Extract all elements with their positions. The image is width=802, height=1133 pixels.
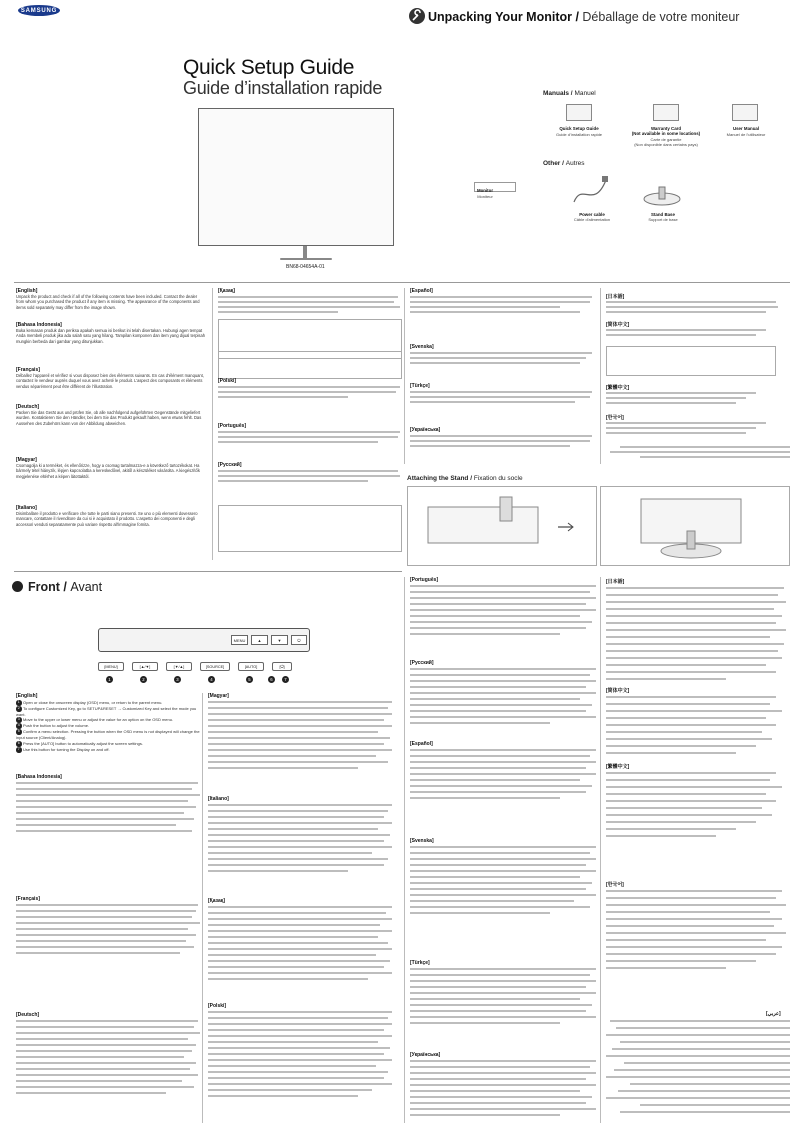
- lang-italian-text: Disimballare il prodotto e verificare che tutte le parti siano presenti. Se uno o più elementi dovessero mancare, contattare il rivenditore da cui si è acquistato il prodotto. L’aspetto dei componenti e degli accessori venduti separatamente può variare rispetto all’immagine fornita.: [16, 511, 198, 527]
- other-heading: Other / Autres: [543, 160, 585, 167]
- lang-simplified-chinese: [简体中文]: [606, 322, 630, 328]
- column-rule: [404, 577, 405, 1123]
- lang-indonesian-text: Buka kemasan produk dan periksa apakah semua isi berikut ini telah disertakan. Hubungi agen tempat Anda membeli produk jika ada salah satu yang hilang. Tampilan komponen dan item yang dijual terpisah mungkin berbeda dari gambar yang ditunjukkan.: [16, 328, 206, 344]
- warranty-card-note: (Not available in some locations): [631, 131, 701, 136]
- steps-italian: [Italiano]: [208, 796, 229, 802]
- steps-german: [Deutsch]: [16, 1012, 40, 1018]
- lang-portuguese: [Português]: [218, 423, 247, 429]
- column-rule: [600, 288, 601, 464]
- front-panel-illustration: [98, 628, 310, 652]
- stand-base-title: Stand Base: [651, 212, 675, 217]
- lang-indonesian: [Bahasa Indonesia]: [16, 322, 62, 328]
- panel-key-down: ▼: [271, 635, 288, 645]
- quick-setup-guide-sub: Guide d’installation rapide: [555, 132, 603, 137]
- lang-hungarian-text: Csomagolja ki a terméket, és ellenőrizze, hogy a csomag tartalmazza-e a következő tartozékokat. Ha bármely tétel hiányzik, lépjen kapcsolatba a kereskedővel, akitől a készüléket vásárolta. A kiegészítők megjelenése eltérhet a képen látottaktól.: [16, 463, 200, 479]
- front-section-icon: [12, 581, 23, 592]
- front-button-source: [SOURCE]: [200, 662, 230, 671]
- russian-notice-box: [218, 505, 402, 552]
- lang-english-text: Unpack the product and check if all of the following contents have been included. Contact the dealer from whom you purchased the product if any item is missing. The appearance of the components and items sold separately may differ from the image shown.: [16, 294, 200, 310]
- warranty-card-title: Warranty Card: [650, 126, 682, 131]
- callout-6: 6: [268, 676, 275, 683]
- callout-2: 2: [140, 676, 147, 683]
- lang-traditional-chinese: [繁體中文]: [606, 385, 630, 391]
- page-subtitle: Guide d’installation rapide: [183, 78, 383, 98]
- lang-german-text: Packen Sie das Gerät aus und prüfen Sie, ob alle nachfolgend aufgeführten Gegenstände mitgeliefert wurden. Kontaktieren Sie den Händler, bei dem Sie das Produkt gekauft haben, wenn etwas fehlt. Das Aussehen des Zubehörs kann von der Abbildung abweichen.: [16, 410, 202, 426]
- quick-setup-guide-title: Quick Setup Guide: [559, 126, 599, 131]
- kazakh-note-box: [218, 351, 402, 379]
- power-cable-image: [570, 172, 610, 217]
- front-button-auto: [AUTO]: [238, 662, 264, 671]
- lang-ukrainian: [Українська]: [410, 427, 441, 433]
- steps-kazakh: [Қазақ]: [208, 898, 225, 904]
- page-title: Quick Setup Guide: [183, 56, 355, 79]
- steps-hungarian: [Magyar]: [208, 693, 229, 699]
- column-rule: [202, 693, 203, 1123]
- stand-step-1-image: [407, 486, 597, 566]
- samsung-logo: SAMSUNG: [18, 5, 60, 16]
- steps-japanese: [日本語]: [606, 579, 625, 585]
- panel-key-up: ▲: [251, 635, 268, 645]
- warranty-card-sub: Carte de garantie: [650, 137, 682, 142]
- step-english-7: 7 Use this button for turning the Display on and off.: [17, 747, 110, 752]
- steps-arabic: [عربي]: [766, 1011, 781, 1017]
- callout-5: 5: [246, 676, 253, 683]
- front-button-up: [▲/▼]: [132, 662, 158, 671]
- steps-ukrainian: [Українська]: [410, 1052, 441, 1058]
- manuals-heading: Manuals / Manuel: [543, 90, 596, 97]
- front-button-power: [⏻]: [272, 662, 292, 671]
- step-english-4: 4 Push the button to adjust the volume.: [17, 723, 90, 728]
- monitor-label: Monitor: [476, 188, 494, 193]
- step-english-6: 6 Press the [AUTO] button to automatically adjust the screen settings.: [17, 741, 143, 746]
- step-english-1: 1 Open or close the onscreen display (OSD) menu, or return to the parent menu.: [17, 700, 163, 705]
- warranty-card-sub-note: (Non disponible dans certains pays): [634, 142, 698, 147]
- monitor-illustration: [198, 108, 394, 246]
- callout-4: 4: [208, 676, 215, 683]
- user-manual-sub: Manuel de l’utilisateur: [726, 132, 766, 137]
- front-button-menu: [MENU]: [98, 662, 124, 671]
- column-rule: [212, 288, 213, 560]
- attaching-stand-heading: Attaching the Stand / Fixation du socle: [407, 475, 523, 482]
- lang-spanish: [Español]: [410, 288, 433, 294]
- column-rule: [600, 577, 601, 1123]
- monitor-base: [280, 258, 332, 260]
- callout-1: 1: [106, 676, 113, 683]
- panel-key-menu: MENU: [231, 635, 248, 645]
- part-code: BN68-04654A-01: [286, 264, 325, 270]
- panel-key-power: ⏻: [291, 635, 307, 645]
- steps-simplified-chinese: [简体中文]: [606, 688, 630, 694]
- steps-swedish: [Svenska]: [410, 838, 434, 844]
- lang-korean: [한국어]: [606, 415, 624, 421]
- stand-base-image: [642, 185, 682, 212]
- lang-kazakh: [Қазақ]: [218, 288, 235, 294]
- column-rule: [404, 288, 405, 464]
- steps-polish: [Polski]: [208, 1003, 227, 1009]
- lang-italian: [Italiano]: [16, 505, 37, 511]
- section-divider: [14, 571, 402, 572]
- steps-french: [Français]: [16, 896, 40, 902]
- power-cable-title: Power cable: [579, 212, 605, 217]
- steps-english: [English]: [16, 693, 38, 699]
- lang-japanese: [日本語]: [606, 294, 625, 300]
- power-cable-sub: Câble d’alimentation: [573, 217, 611, 222]
- steps-indonesian: [Bahasa Indonesia]: [16, 774, 62, 780]
- steps-turkish: [Türkçe]: [410, 960, 430, 966]
- front-button-down: [▼/▲]: [166, 662, 192, 671]
- stand-base-sub: Support de base: [648, 217, 678, 222]
- lang-german: [Deutsch]: [16, 404, 40, 410]
- section-divider: [14, 282, 790, 283]
- monitor-label-fr: Moniteur: [477, 194, 493, 199]
- steps-portuguese: [Português]: [410, 577, 439, 583]
- callout-3: 3: [174, 676, 181, 683]
- lang-french-text: Déballez l’appareil et vérifiez si vous disposez bien des éléments suivants. En cas d’élément manquant, contactez le vendeur auprès duquel vous avez acheté le produit. L’aspect des composants et éléments vendus séparément peut être différent de l’illustration.: [16, 373, 204, 389]
- callout-7: 7: [282, 676, 289, 683]
- user-manual-title: User Manual: [732, 126, 760, 131]
- lang-polish: [Polski]: [218, 378, 237, 384]
- wrench-icon: [409, 8, 425, 24]
- lang-turkish: [Türkçe]: [410, 383, 430, 389]
- user-manual-image: [732, 104, 758, 121]
- lang-russian: [Русский]: [218, 462, 242, 468]
- simplified-chinese-notice-box: [606, 346, 776, 376]
- lang-hungarian: [Magyar]: [16, 457, 37, 463]
- unpacking-heading: Unpacking Your Monitor / Déballage de votre moniteur: [428, 10, 740, 24]
- step-english-5: 5 Confirm a menu selection. Pressing the button when the OSD menu is not displayed will change the input source (Client/Analog).: [16, 729, 200, 740]
- lang-english: [English]: [16, 288, 38, 294]
- quick-setup-guide-image: [566, 104, 592, 121]
- lang-french: [Français]: [16, 367, 40, 373]
- steps-traditional-chinese: [繁體中文]: [606, 764, 630, 770]
- steps-spanish: [Español]: [410, 741, 433, 747]
- step-english-2: 2 To configure Customized Key, go to SETUP&RESET → Customized Key and select the mode you want.: [16, 706, 197, 717]
- step-english-3: 3 Move to the upper or lower menu or adjust the value for an option on the OSD menu.: [17, 717, 174, 722]
- lang-swedish: [Svenska]: [410, 344, 434, 350]
- steps-russian: [Русский]: [410, 660, 434, 666]
- steps-korean: [한국어]: [606, 882, 624, 888]
- stand-step-2-image: [600, 486, 790, 566]
- warranty-card-image: [653, 104, 679, 121]
- front-heading: Front / Avant: [28, 580, 103, 594]
